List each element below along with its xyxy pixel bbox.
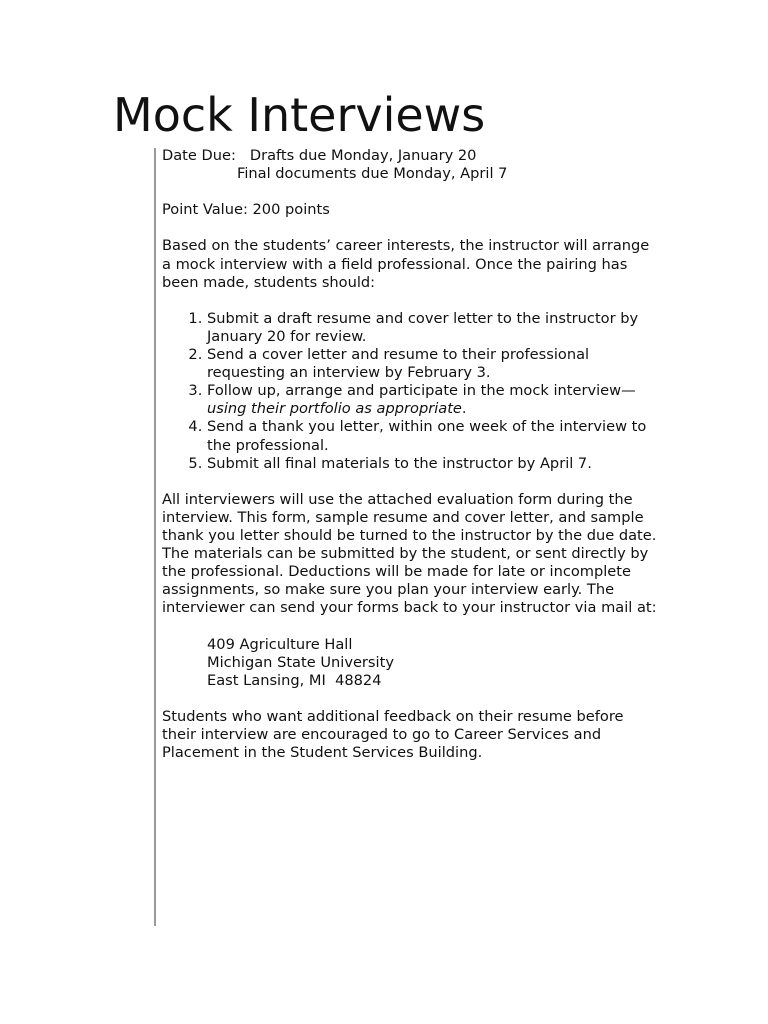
list-item: 5. Submit all final materials to the instructor by April 7.	[207, 455, 662, 473]
document-body	[162, 147, 662, 762]
address-line: Michigan State University	[207, 653, 394, 671]
due-date-drafts: Drafts due Monday, January 20	[249, 147, 477, 164]
due-date-label: Date Due:	[162, 147, 236, 164]
page-title: Mock Interviews	[113, 88, 486, 142]
due-date-block	[162, 147, 662, 183]
closing-paragraph: Students who want additional feedback on their resume before their interview are encouraged to go to Career Services and Placement in the Student Services Building.	[162, 707, 624, 762]
steps-list	[162, 310, 662, 473]
point-value: Point Value: 200 points	[162, 201, 330, 219]
list-item	[207, 382, 662, 418]
due-date-line	[162, 147, 662, 165]
body-paragraph: All interviewers will use the attached evaluation form during the interview. This form, sample resume and cover letter, and sample thank you letter should be turned to the instructor by the due date. The materials can be submitted by the student, or sent directly by the professional. Deductions will be made for late or incomplete assignments, so make sure you plan your interview early. The interviewer can send your forms back to your instructor via mail at:	[162, 490, 657, 617]
list-item: 2. Send a cover letter and resume to their professional requesting an interview by February 3.	[207, 346, 662, 382]
list-item: 4. Send a thank you letter, within one week of the interview to the professional.	[207, 418, 662, 454]
intro-paragraph: Based on the students’ career interests, the instructor will arrange a mock interview with a field professional. Once the pairing has been made, students should:	[162, 237, 650, 291]
list-item: 1. Submit a draft resume and cover letter to the instructor by January 20 for review.	[207, 310, 662, 346]
address-line: 409 Agriculture Hall	[207, 635, 353, 653]
address-line: East Lansing, MI 48824	[207, 671, 382, 689]
margin-rule	[154, 148, 156, 926]
step-3-tail: .	[461, 400, 467, 418]
due-date-final: Final documents due Monday, April 7	[237, 165, 508, 183]
step-3-italic: using their portfolio as appropriate	[207, 400, 462, 418]
step-3-text: Follow up, arrange and participate in the mock interview—	[207, 382, 636, 400]
mailing-address	[162, 636, 662, 690]
